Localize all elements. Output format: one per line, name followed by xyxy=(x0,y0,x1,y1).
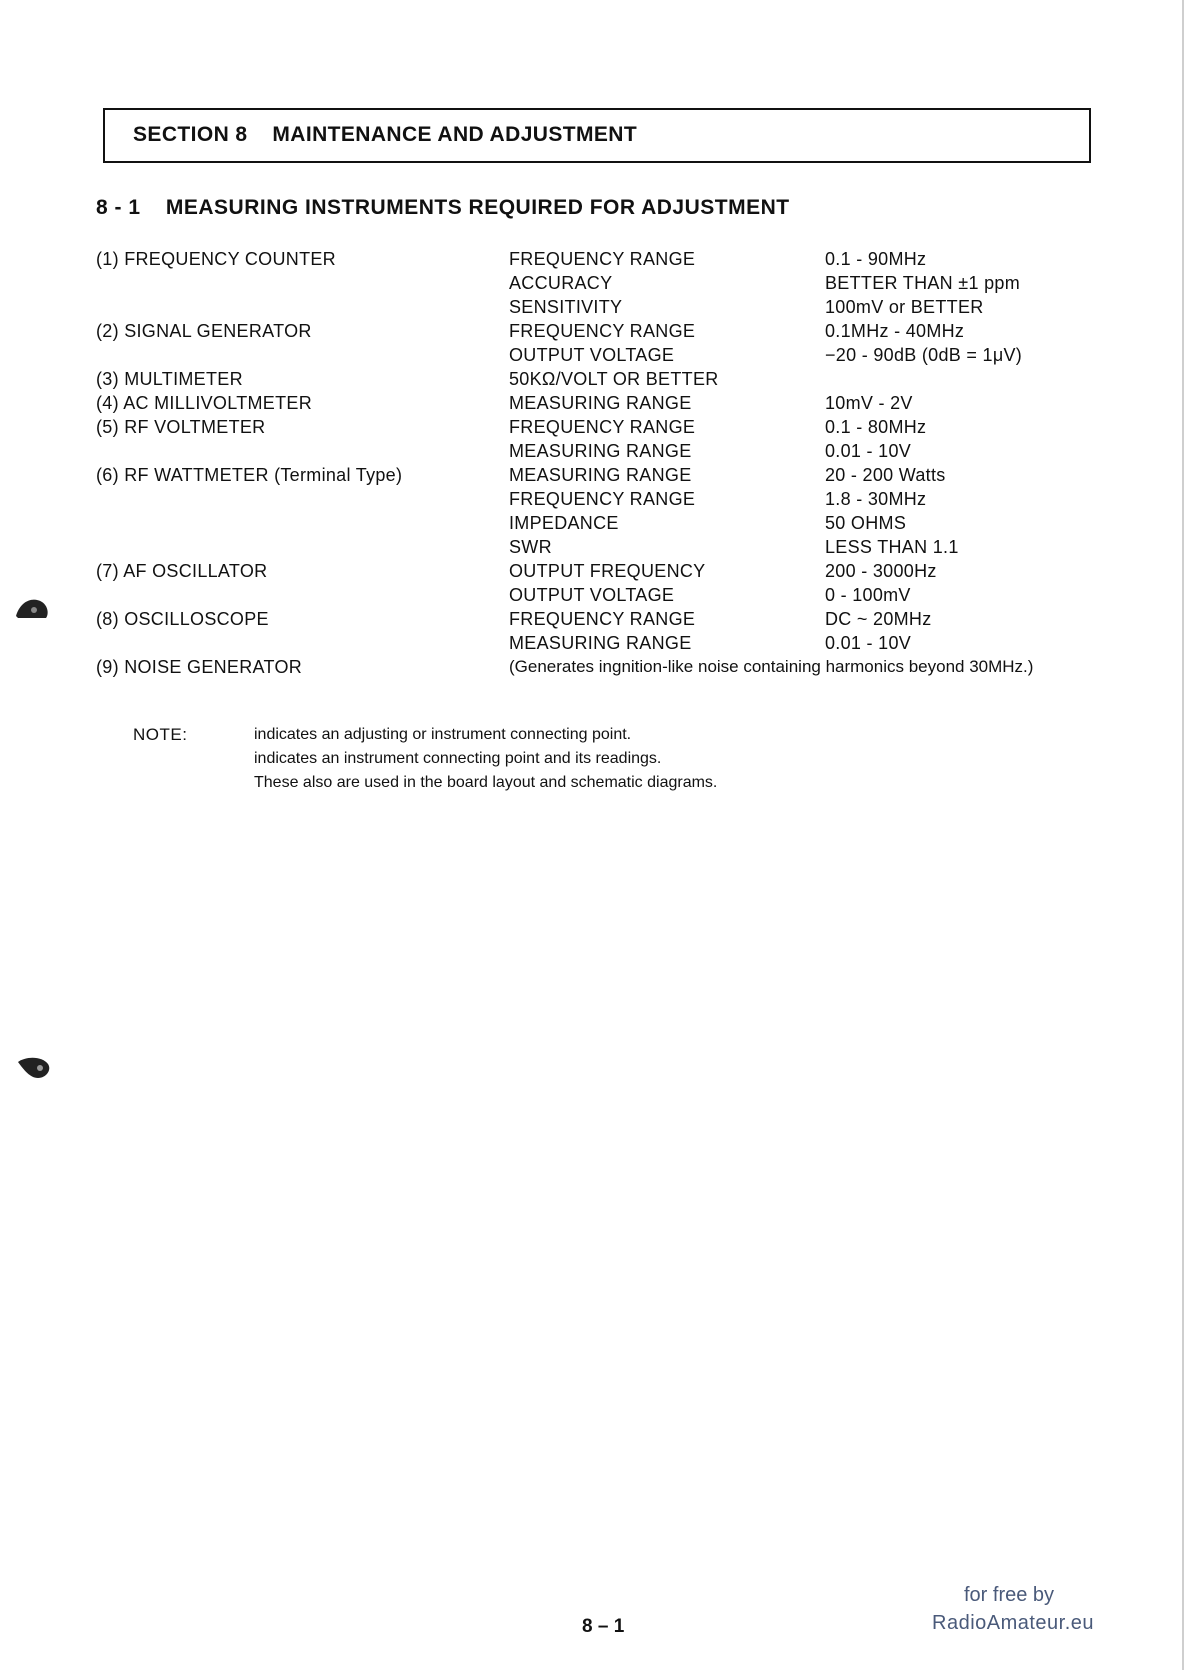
parameter: FREQUENCY RANGE xyxy=(509,417,696,437)
value: 10mV - 2V xyxy=(825,393,913,413)
table-row xyxy=(0,583,1186,607)
watermark-line-1: for free by xyxy=(964,1584,1055,1606)
parameter: FREQUENCY RANGE xyxy=(509,489,696,509)
parameter: OUTPUT FREQUENCY xyxy=(509,561,706,581)
value: 200 - 3000Hz xyxy=(825,561,937,581)
page-number: 8 – 1 xyxy=(582,1616,625,1637)
parameter: OUTPUT VOLTAGE xyxy=(509,585,675,605)
note-label: NOTE: xyxy=(133,725,188,744)
table-row xyxy=(0,463,1186,487)
note-line: These also are used in the board layout and schematic diagrams. xyxy=(254,774,718,791)
value: 0.1 - 80MHz xyxy=(825,417,927,437)
table-row xyxy=(0,247,1186,271)
parameter: MEASURING RANGE xyxy=(509,465,692,485)
table-row xyxy=(0,535,1186,559)
value: −20 - 90dB (0dB = 1μV) xyxy=(825,345,1023,365)
value: 0.1MHz - 40MHz xyxy=(825,321,965,341)
table-row xyxy=(0,319,1186,343)
table-row xyxy=(0,415,1186,439)
note-line: indicates an adjusting or instrument connecting point. xyxy=(254,726,632,743)
scan-smudge-icon xyxy=(16,1054,52,1080)
table-row xyxy=(0,607,1186,631)
parameter: MEASURING RANGE xyxy=(509,633,692,653)
table-row xyxy=(0,295,1186,319)
parameter: (Generates ingnition-like noise containing harmonics beyond 30MHz.) xyxy=(509,657,1034,676)
parameter: SENSITIVITY xyxy=(509,297,623,317)
subsection-title: 8 - 1 MEASURING INSTRUMENTS REQUIRED FOR ADJUSTMENT xyxy=(96,196,790,219)
parameter: FREQUENCY RANGE xyxy=(509,249,696,269)
parameter: SWR xyxy=(509,537,552,557)
instrument-name: (7) AF OSCILLATOR xyxy=(96,561,268,581)
parameter: MEASURING RANGE xyxy=(509,441,692,461)
table-row xyxy=(0,391,1186,415)
value: 20 - 200 Watts xyxy=(825,465,946,485)
instrument-name: (8) OSCILLOSCOPE xyxy=(96,609,269,629)
instrument-name: (4) AC MILLIVOLTMETER xyxy=(96,393,313,413)
value: 0.01 - 10V xyxy=(825,633,912,653)
instrument-name: (5) RF VOLTMETER xyxy=(96,417,266,437)
parameter: OUTPUT VOLTAGE xyxy=(509,345,675,365)
value: 0 - 100mV xyxy=(825,585,911,605)
table-row xyxy=(0,487,1186,511)
parameter: 50KΩ/VOLT OR BETTER xyxy=(509,369,719,389)
note-line: indicates an instrument connecting point and its readings. xyxy=(254,750,662,767)
value: 0.01 - 10V xyxy=(825,441,912,461)
instrument-name: (1) FREQUENCY COUNTER xyxy=(96,249,336,269)
value: LESS THAN 1.1 xyxy=(825,537,959,557)
table-row xyxy=(0,367,1186,391)
table-row xyxy=(0,439,1186,463)
parameter: IMPEDANCE xyxy=(509,513,619,533)
table-row xyxy=(0,343,1186,367)
parameter: FREQUENCY RANGE xyxy=(509,321,696,341)
instrument-name: (9) NOISE GENERATOR xyxy=(96,657,303,677)
value: 1.8 - 30MHz xyxy=(825,489,927,509)
section-title: SECTION 8 MAINTENANCE AND ADJUSTMENT xyxy=(133,123,638,146)
parameter: ACCURACY xyxy=(509,273,613,293)
value: 100mV or BETTER xyxy=(825,297,984,317)
instrument-name: (6) RF WATTMETER (Terminal Type) xyxy=(96,465,403,485)
table-row xyxy=(0,271,1186,295)
value: 50 OHMS xyxy=(825,513,907,533)
section-header-box xyxy=(103,108,1091,163)
value: DC ~ 20MHz xyxy=(825,609,932,629)
table-row xyxy=(0,631,1186,655)
value: 0.1 - 90MHz xyxy=(825,249,927,269)
scan-smudge-icon xyxy=(14,596,50,620)
table-row xyxy=(0,511,1186,535)
instrument-name: (3) MULTIMETER xyxy=(96,369,243,389)
watermark-line-2: RadioAmateur.eu xyxy=(932,1612,1095,1634)
value: BETTER THAN ±1 ppm xyxy=(825,273,1020,293)
parameter: FREQUENCY RANGE xyxy=(509,609,696,629)
instrument-name: (2) SIGNAL GENERATOR xyxy=(96,321,312,341)
parameter: MEASURING RANGE xyxy=(509,393,692,413)
table-row xyxy=(0,559,1186,583)
table-row xyxy=(0,655,1186,679)
